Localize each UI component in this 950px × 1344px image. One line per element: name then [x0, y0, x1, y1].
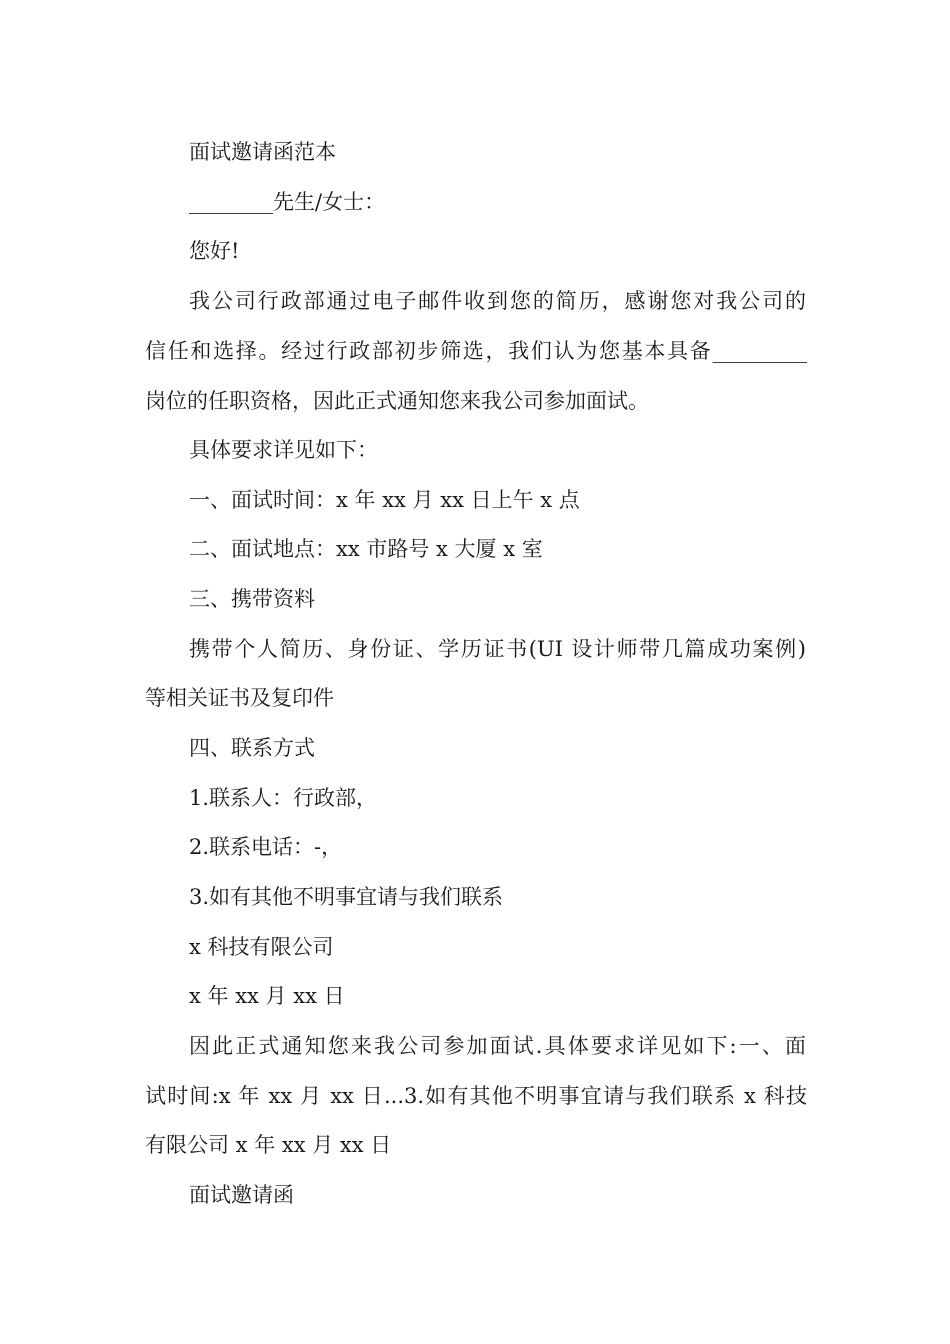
- materials-paragraph-line-2: 等相关证书及复印件: [145, 686, 334, 710]
- interview-location-item: 二、面试地点：xx 市路号 x 大厦 x 室: [189, 537, 543, 561]
- intro-paragraph-line-3: 岗位的任职资格，因此正式通知您来我公司参加面试。: [145, 389, 649, 413]
- interview-time-item: 一、面试时间：x 年 xx 月 xx 日上午 x 点: [189, 488, 580, 512]
- date-line: x 年 xx 月 xx 日: [189, 984, 345, 1008]
- document-title: 面试邀请函范本: [189, 140, 336, 164]
- contact-note-line: 3.如有其他不明事宜请与我们联系: [189, 885, 504, 909]
- requirements-heading: 具体要求详见如下：: [189, 438, 378, 462]
- summary-paragraph-line-2: 试时间:x 年 xx 月 xx 日...3.如有其他不明事宜请与我们联系 x 科技: [145, 1084, 807, 1108]
- materials-paragraph-line-1: 携带个人简历、身份证、学历证书(UI 设计师带几篇成功案例): [189, 637, 806, 661]
- summary-paragraph-line-1: 因此正式通知您来我公司参加面试.具体要求详见如下:一、面: [189, 1034, 806, 1058]
- intro-paragraph-line-1: 我公司行政部通过电子邮件收到您的简历，感谢您对我公司的: [189, 289, 806, 313]
- next-section-heading: 面试邀请函: [189, 1183, 294, 1207]
- materials-heading-item: 三、携带资料: [189, 587, 315, 611]
- summary-paragraph-line-3: 有限公司 x 年 xx 月 xx 日: [145, 1133, 392, 1157]
- intro-paragraph-line-2: 信任和选择。经过行政部初步筛选，我们认为您基本具备_________: [145, 339, 807, 363]
- company-name-line: x 科技有限公司: [189, 935, 334, 959]
- salutation-line: ________先生/女士：: [189, 190, 386, 214]
- contact-phone-line: 2.联系电话：-，: [189, 835, 343, 859]
- contact-person-line: 1.联系人：行政部，: [189, 786, 378, 810]
- contact-heading-item: 四、联系方式: [189, 736, 315, 760]
- greeting-line: 您好!: [189, 239, 240, 263]
